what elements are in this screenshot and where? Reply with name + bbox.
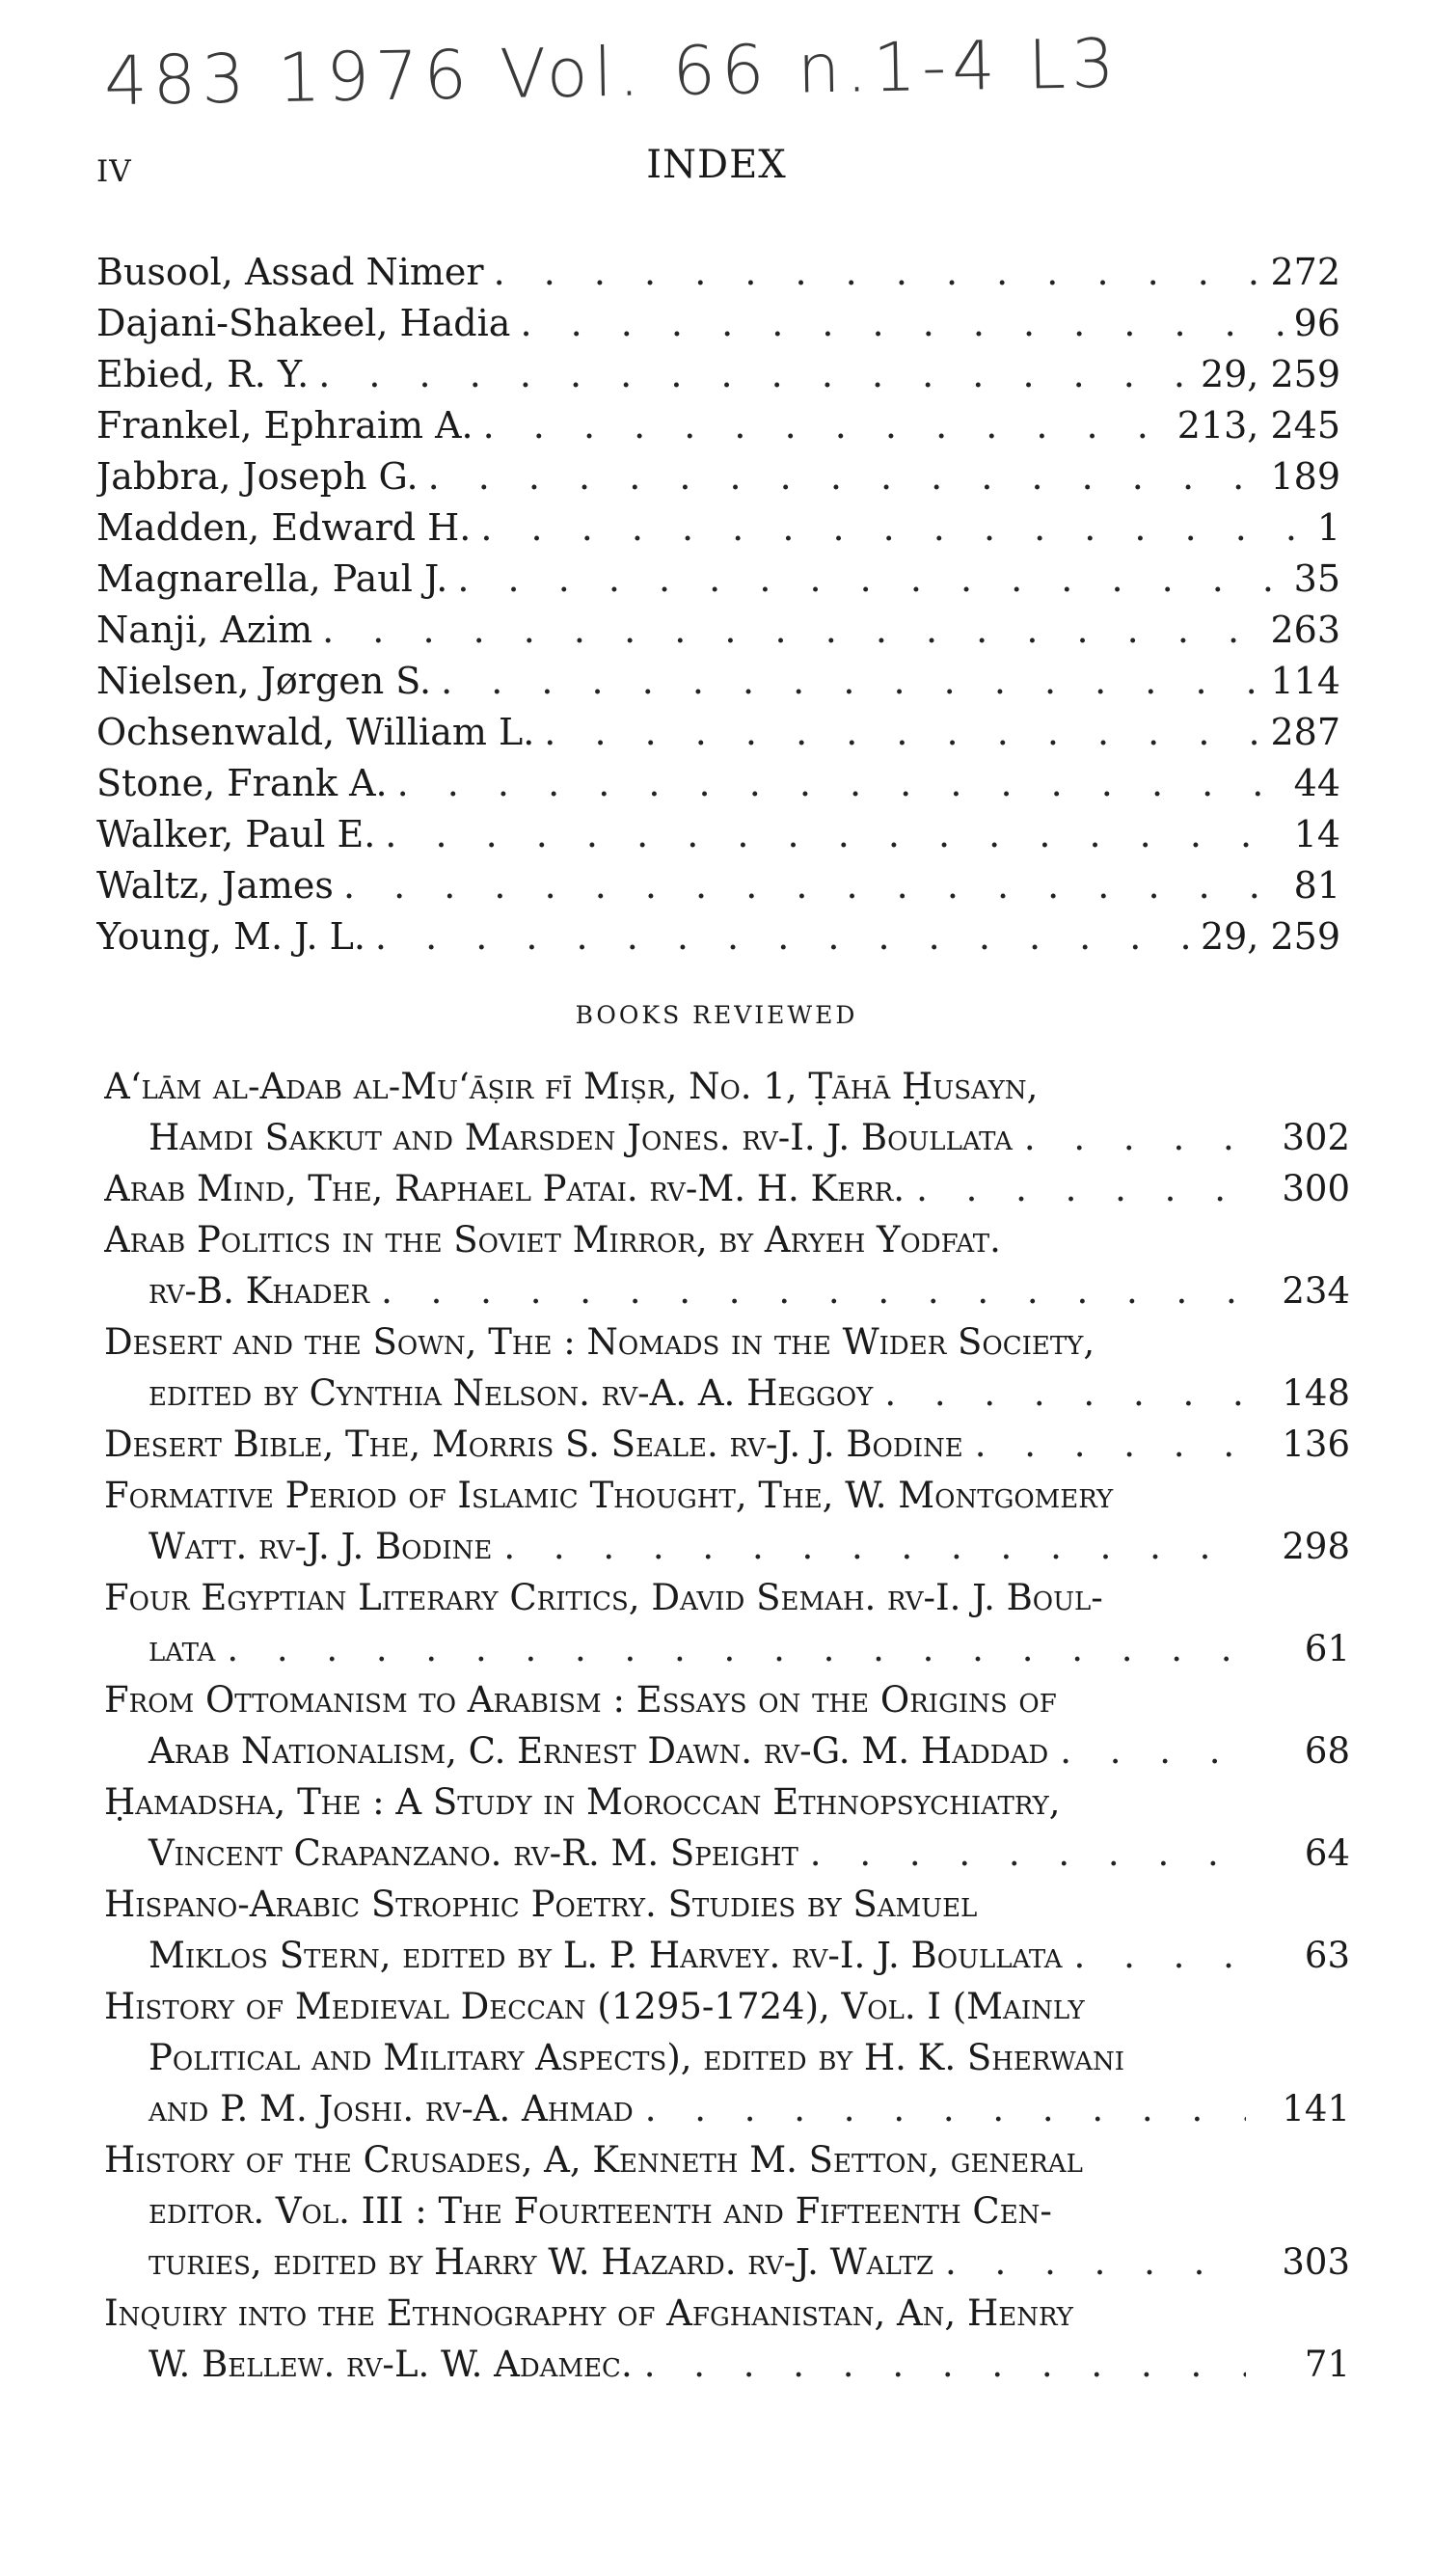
page-number: IV	[96, 154, 132, 189]
leader-dots	[544, 707, 1260, 758]
book-title-line	[104, 1316, 1350, 1368]
book-citation-text: Arab Nationalism, C. Ernest Dawn. rv-G. M. Haddad	[149, 1730, 1049, 1772]
book-review-entry	[104, 1419, 1350, 1470]
page-reference: 64	[1304, 1832, 1350, 1874]
leader-dots	[494, 247, 1261, 298]
page-reference: 141	[1282, 2088, 1350, 2129]
book-review-entry	[104, 1981, 1350, 2134]
book-continuation-line	[104, 2237, 1350, 2288]
page-reference: 287	[1270, 711, 1340, 753]
page-reference: 303	[1282, 2241, 1350, 2283]
book-review-entry	[104, 1674, 1350, 1776]
book-review-entry	[104, 1572, 1350, 1674]
book-citation-text: Desert Bible, The, Morris S. Seale. rv-J. J. Bodine	[104, 1424, 963, 1465]
page-reference: 263	[1270, 609, 1340, 651]
author-index-list	[96, 247, 1340, 963]
leader-dots	[375, 911, 1191, 963]
book-continuation-line	[104, 2185, 1350, 2237]
page-reference: 213, 245	[1176, 404, 1340, 447]
leader-dots	[503, 1521, 1246, 1572]
book-review-entry	[104, 1214, 1350, 1316]
book-continuation-line	[104, 1828, 1350, 1879]
author-entry	[96, 758, 1340, 809]
leader-dots	[1060, 1725, 1246, 1776]
book-citation-text: lata	[149, 1628, 216, 1669]
page-reference: 68	[1304, 1730, 1350, 1772]
author-entry	[96, 349, 1340, 400]
author-name: Busool, Assad Nimer	[96, 251, 484, 293]
leader-dots	[227, 1623, 1246, 1674]
author-entry	[96, 656, 1340, 707]
book-citation-text: Political and Military Aspects), edited by H. K. Sherwani	[149, 2037, 1125, 2078]
book-citation-text: rv-B. Khader	[149, 1270, 370, 1312]
leader-dots	[322, 605, 1260, 656]
author-name: Dajani-Shakeel, Hadia	[96, 302, 511, 344]
page-reference: 272	[1270, 251, 1340, 293]
book-continuation-line	[104, 1368, 1350, 1419]
books-reviewed-list	[104, 1061, 1350, 2390]
leader-dots	[483, 400, 1168, 451]
author-entry	[96, 247, 1340, 298]
leader-dots	[1074, 1930, 1246, 1981]
page-reference: 14	[1293, 813, 1340, 855]
page-reference: 1	[1316, 506, 1340, 549]
book-citation-text: Four Egyptian Literary Critics, David Semah. rv-I. J. Boul-	[104, 1577, 1103, 1618]
page-reference: 35	[1293, 557, 1340, 600]
book-citation-text: editor. Vol. III : The Fourteenth and Fifteenth Cen-	[149, 2190, 1052, 2232]
book-continuation-line	[104, 2083, 1350, 2134]
author-entry	[96, 605, 1340, 656]
page-reference: 136	[1282, 1424, 1350, 1465]
leader-dots	[457, 554, 1284, 605]
author-name: Ebied, R. Y.	[96, 353, 310, 395]
leader-dots	[884, 1368, 1246, 1419]
book-title-line	[104, 1061, 1350, 1112]
page-reference: 114	[1270, 660, 1340, 702]
book-citation-text: Arab Politics in the Soviet Mirror, by Aryeh Yodfat.	[104, 1219, 1001, 1261]
book-citation-text: Hispano-Arabic Strophic Poetry. Studies by Samuel	[104, 1884, 978, 1925]
author-name: Nanji, Azim	[96, 609, 313, 651]
page-reference: 61	[1304, 1628, 1350, 1669]
author-entry	[96, 400, 1340, 451]
leader-dots	[975, 1419, 1246, 1470]
book-title-line	[104, 1163, 1350, 1214]
book-title-line	[104, 1981, 1350, 2032]
author-entry	[96, 554, 1340, 605]
author-name: Waltz, James	[96, 864, 334, 907]
book-continuation-line	[104, 1521, 1350, 1572]
book-citation-text: Arab Mind, The, Raphael Patai. rv-M. H. Kerr.	[104, 1168, 906, 1209]
author-name: Walker, Paul E.	[96, 813, 376, 855]
author-name: Young, M. J. L.	[96, 915, 365, 958]
book-continuation-line	[104, 1265, 1350, 1316]
book-citation-text: Vincent Crapanzano. rv-R. M. Speight	[149, 1832, 798, 1874]
book-citation-text: A‘lām al-Adab al-Mu‘āṣir fī Miṣr, No. 1, Ṭāhā Ḥusayn,	[104, 1066, 1039, 1107]
author-name: Stone, Frank A.	[96, 762, 388, 804]
leader-dots	[343, 860, 1284, 911]
book-review-entry	[104, 1316, 1350, 1419]
book-continuation-line	[104, 1112, 1350, 1163]
book-title-line	[104, 1572, 1350, 1623]
book-continuation-line	[104, 2032, 1350, 2083]
book-continuation-line	[104, 1623, 1350, 1674]
book-title-line	[104, 1214, 1350, 1265]
author-entry	[96, 860, 1340, 911]
book-citation-text: turies, edited by Harry W. Hazard. rv-J. Waltz	[149, 2241, 934, 2283]
book-review-entry	[104, 2134, 1350, 2288]
book-continuation-line	[104, 1930, 1350, 1981]
leader-dots	[480, 502, 1307, 554]
page-reference: 29, 259	[1200, 353, 1340, 395]
leader-dots	[945, 2237, 1246, 2288]
leader-dots	[645, 2083, 1246, 2134]
author-name: Magnarella, Paul J.	[96, 557, 448, 600]
page-reference: 148	[1282, 1372, 1350, 1414]
author-name: Nielsen, Jørgen S.	[96, 660, 432, 702]
leader-dots	[397, 758, 1284, 809]
leader-dots	[385, 809, 1284, 860]
page-reference: 300	[1282, 1168, 1350, 1209]
author-name: Frankel, Ephraim A.	[96, 404, 473, 447]
book-title-line	[104, 1674, 1350, 1725]
page-title: INDEX	[646, 143, 787, 187]
book-citation-text: From Ottomanism to Arabism : Essays on the Origins of	[104, 1679, 1057, 1721]
author-entry	[96, 911, 1340, 963]
book-title-line	[104, 1879, 1350, 1930]
leader-dots	[520, 298, 1284, 349]
book-review-entry	[104, 2288, 1350, 2390]
page-reference: 29, 259	[1200, 915, 1340, 958]
book-review-entry	[104, 1879, 1350, 1981]
book-continuation-line	[104, 2339, 1350, 2390]
author-name: Ochsenwald, William L.	[96, 711, 535, 753]
leader-dots	[916, 1163, 1246, 1214]
leader-dots	[318, 349, 1191, 400]
leader-dots	[441, 656, 1260, 707]
page-reference: 81	[1293, 864, 1340, 907]
book-title-line	[104, 2288, 1350, 2339]
book-citation-text: Formative Period of Islamic Thought, The, W. Montgomery	[104, 1475, 1114, 1516]
author-entry	[96, 298, 1340, 349]
leader-dots	[644, 2339, 1246, 2390]
book-citation-text: History of the Crusades, A, Kenneth M. Setton, general	[104, 2139, 1083, 2181]
page-reference: 298	[1282, 1526, 1350, 1567]
book-review-entry	[104, 1776, 1350, 1879]
book-citation-text: edited by Cynthia Nelson. rv-A. A. Heggoy	[149, 1372, 874, 1414]
page-reference: 63	[1304, 1935, 1350, 1976]
leader-dots	[1024, 1112, 1246, 1163]
book-citation-text: Ḥamadsha, The : A Study in Moroccan Ethnopsychiatry,	[104, 1781, 1061, 1823]
book-citation-text: Watt. rv-J. J. Bodine	[149, 1526, 493, 1567]
page-reference: 71	[1304, 2344, 1350, 2385]
page-reference: 44	[1293, 762, 1340, 804]
leader-dots	[428, 451, 1261, 502]
page-reference: 189	[1270, 455, 1340, 498]
book-citation-text: W. Bellew. rv-L. W. Adamec.	[149, 2344, 633, 2385]
handwritten-call-number: 483 1976 Vol. 66 n.1-4 L3	[103, 23, 1122, 122]
book-review-entry	[104, 1163, 1350, 1214]
page-reference: 96	[1293, 302, 1340, 344]
book-citation-text: Hamdi Sakkut and Marsden Jones. rv-I. J. Boullata	[149, 1117, 1013, 1158]
book-review-entry	[104, 1470, 1350, 1572]
book-citation-text: Inquiry into the Ethnography of Afghanistan, An, Henry	[104, 2292, 1073, 2334]
author-entry	[96, 809, 1340, 860]
books-reviewed-heading: BOOKS REVIEWED	[575, 1001, 858, 1029]
author-name: Madden, Edward H.	[96, 506, 472, 549]
author-entry	[96, 707, 1340, 758]
book-title-line	[104, 1776, 1350, 1828]
book-citation-text: Desert and the Sown, The : Nomads in the Wider Society,	[104, 1321, 1095, 1363]
page-reference: 302	[1282, 1117, 1350, 1158]
author-entry	[96, 502, 1340, 554]
book-title-line	[104, 2134, 1350, 2185]
leader-dots	[381, 1265, 1246, 1316]
book-title-line	[104, 1470, 1350, 1521]
book-citation-text: History of Medieval Deccan (1295-1724), Vol. I (Mainly	[104, 1986, 1085, 2027]
book-citation-text: and P. M. Joshi. rv-A. Ahmad	[149, 2088, 634, 2129]
leader-dots	[810, 1828, 1246, 1879]
book-title-line	[104, 1419, 1350, 1470]
author-entry	[96, 451, 1340, 502]
author-name: Jabbra, Joseph G.	[96, 455, 419, 498]
book-citation-text: Miklos Stern, edited by L. P. Harvey. rv-I. J. Boullata	[149, 1935, 1063, 1976]
book-continuation-line	[104, 1725, 1350, 1776]
page-reference: 234	[1282, 1270, 1350, 1312]
book-review-entry	[104, 1061, 1350, 1163]
